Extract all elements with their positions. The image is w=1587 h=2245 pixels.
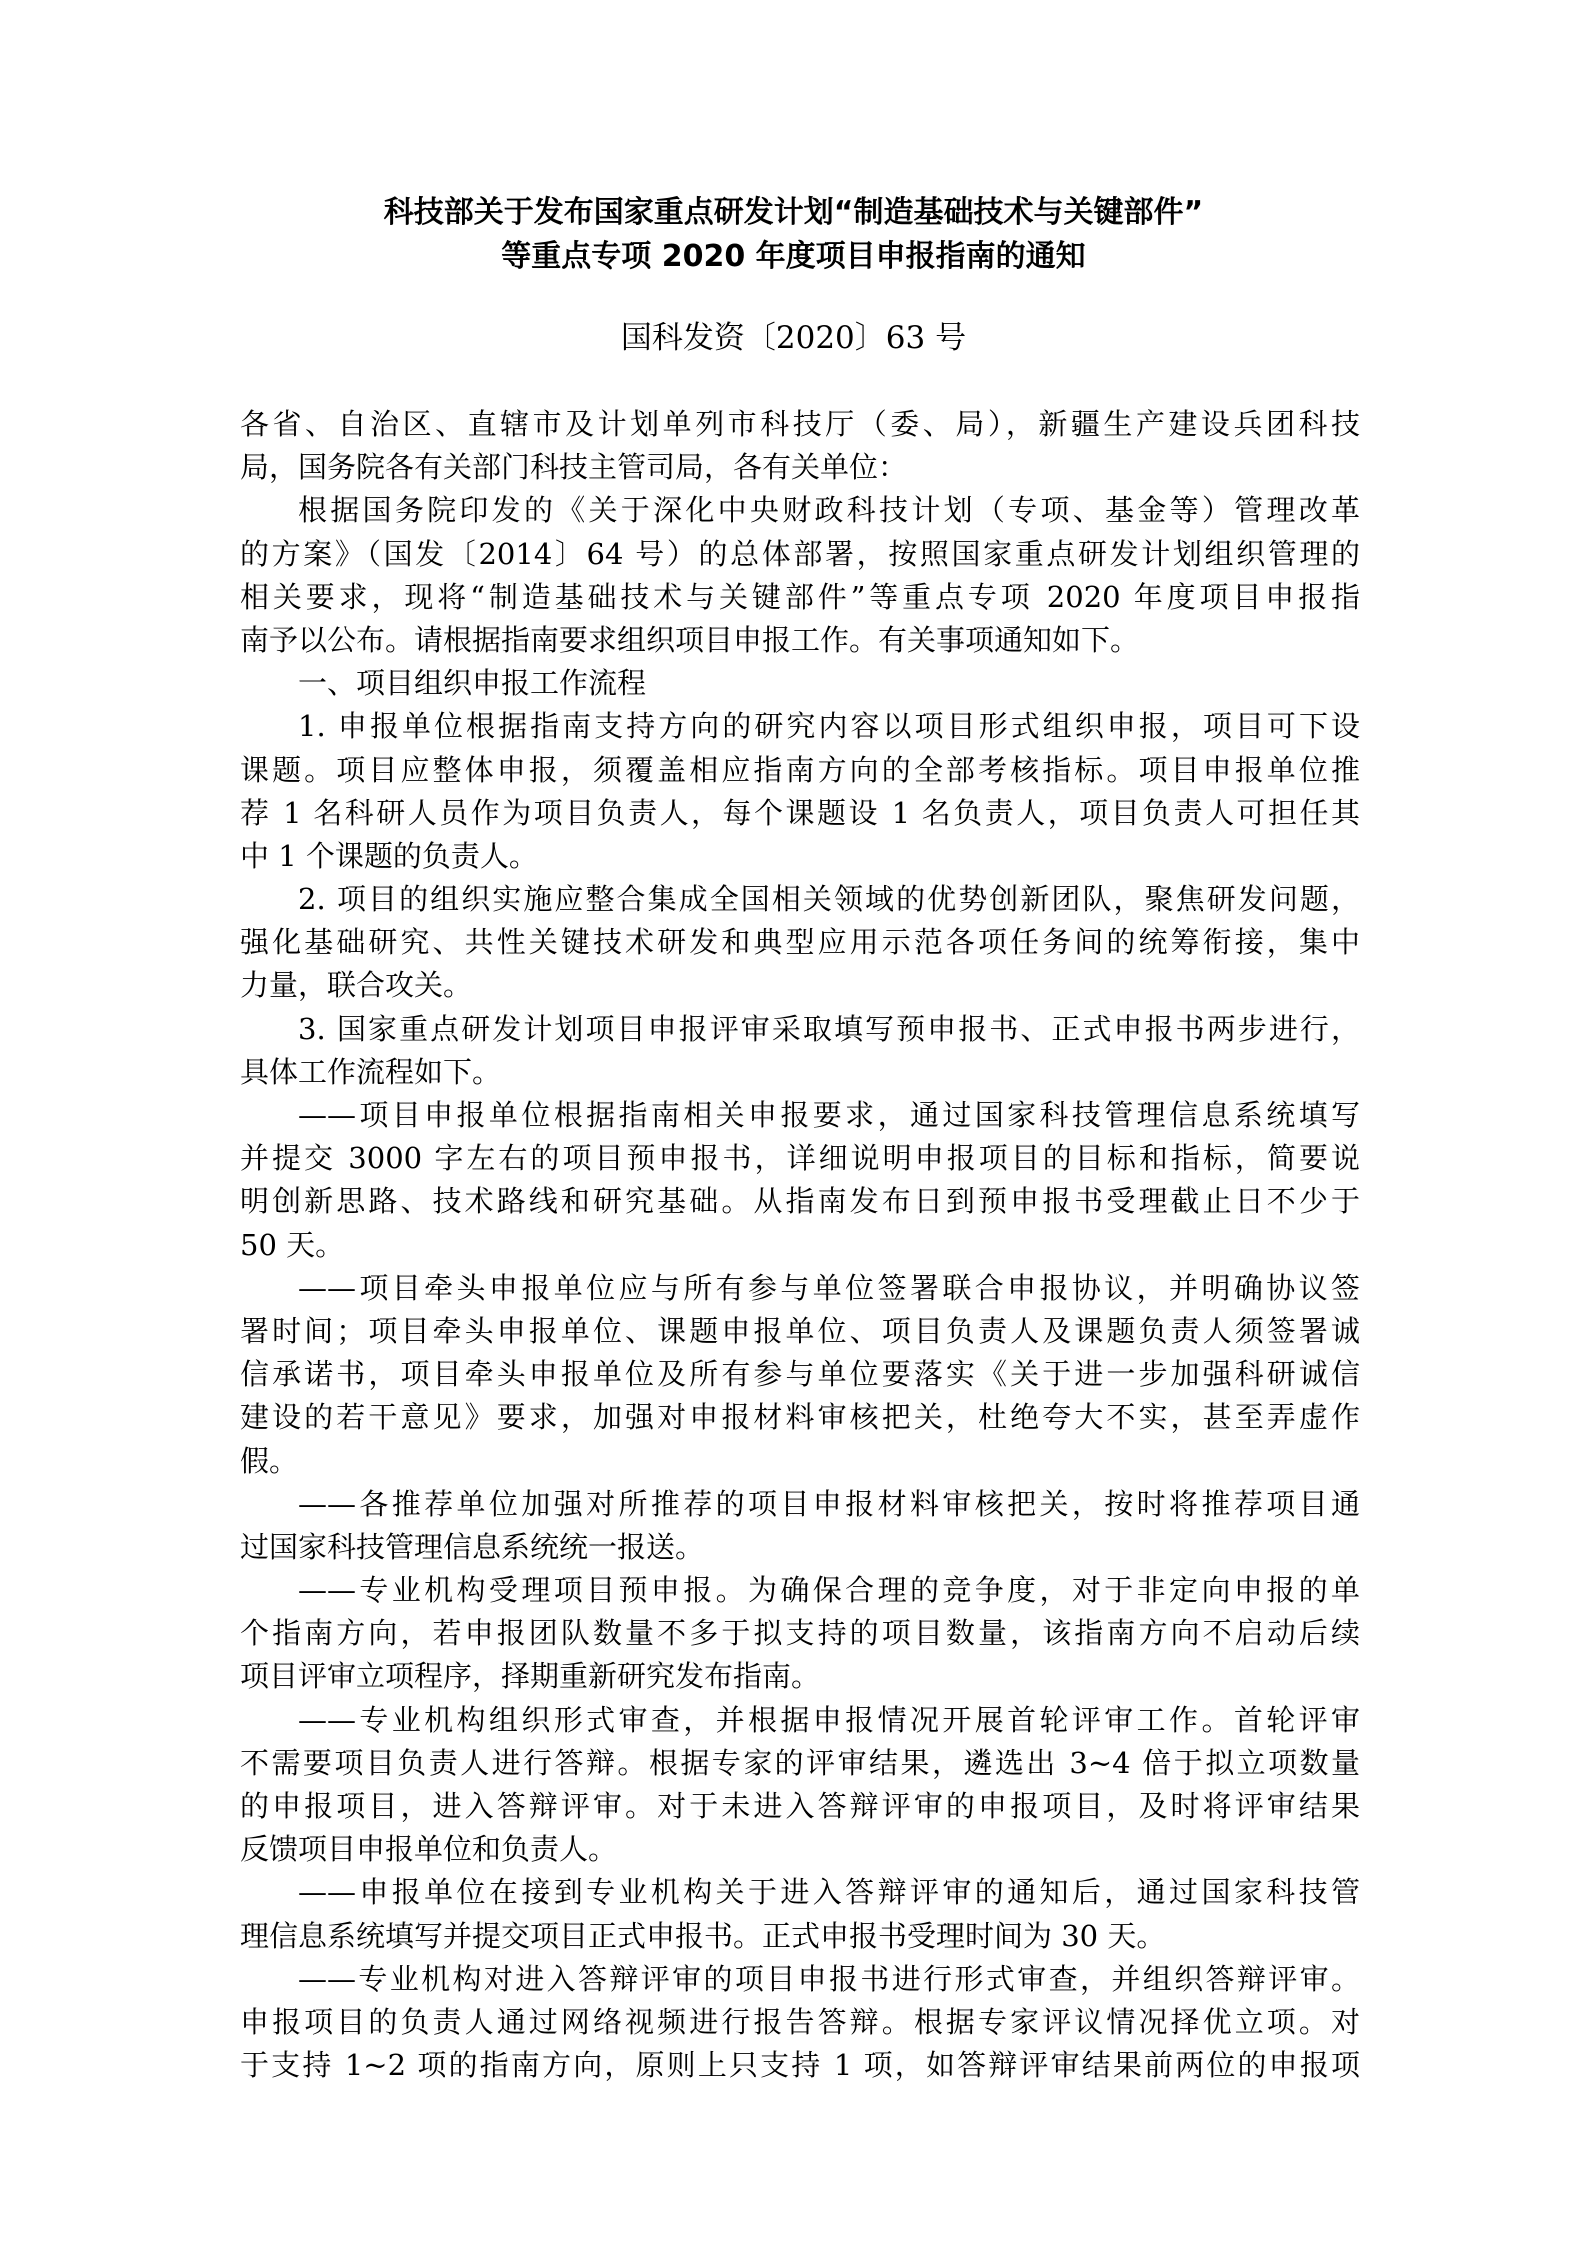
body-line: 根据国务院印发的《关于深化中央财政科技计划（专项、基金等）管理改革 [298, 493, 1360, 528]
body-line: 理信息系统填写并提交项目正式申报书。正式申报书受理时间为 30 天。 [240, 1918, 1166, 1953]
document-title-line-2: 等重点专项 2020 年度项目申报指南的通知 [501, 239, 1086, 274]
body-line: 信承诺书，项目牵头申报单位及所有参与单位要落实《关于进一步加强科研诚信 [240, 1357, 1360, 1392]
body-line: 荐 1 名科研人员作为项目负责人，每个课题设 1 名负责人，项目负责人可担任其 [240, 795, 1360, 830]
body-line: 建设的若干意见》要求，加强对申报材料审核把关，杜绝夸大不实，甚至弄虚作 [240, 1400, 1360, 1435]
body-line: 50 天。 [240, 1227, 345, 1262]
body-line: ——各推荐单位加强对所推荐的项目申报材料审核把关，按时将推荐项目通 [298, 1486, 1360, 1521]
body-line: ——项目申报单位根据指南相关申报要求，通过国家科技管理信息系统填写 [298, 1098, 1360, 1132]
document-number: 国科发资〔2020〕63 号 [620, 320, 967, 356]
body-line: 个指南方向，若申报团队数量不多于拟支持的项目数量，该指南方向不启动后续 [240, 1616, 1360, 1651]
body-line: ——项目牵头申报单位应与所有参与单位签署联合申报协议，并明确协议签 [298, 1270, 1360, 1305]
body-line: ——专业机构组织形式审查，并根据申报情况开展首轮评审工作。首轮评审 [298, 1702, 1360, 1737]
body-line: 1. 申报单位根据指南支持方向的研究内容以项目形式组织申报，项目可下设 [298, 709, 1360, 744]
body-line: 中 1 个课题的负责人。 [240, 838, 538, 873]
body-line: 相关要求，现将“制造基础技术与关键部件”等重点专项 2020 年度项目申报指 [240, 579, 1360, 614]
body-line: 过国家科技管理信息系统统一报送。 [240, 1529, 705, 1564]
body-line: 明创新思路、技术路线和研究基础。从指南发布日到预申报书受理截止日不少于 [240, 1184, 1360, 1219]
body-line: 各省、自治区、直辖市及计划单列市科技厅（委、局），新疆生产建设兵团科技 [240, 407, 1360, 441]
body-line: 局，国务院各有关部门科技主管司局，各有关单位： [240, 450, 908, 485]
body-line: 具体工作流程如下。 [240, 1054, 502, 1089]
body-line: 反馈项目申报单位和负责人。 [240, 1832, 618, 1867]
body-line: 3. 国家重点研发计划项目申报评审采取填写预申报书、正式申报书两步进行， [298, 1011, 1360, 1046]
body-line: 申报项目的负责人通过网络视频进行报告答辩。根据专家评议情况择优立项。对 [240, 2004, 1360, 2039]
body-line: 于支持 1~2 项的指南方向，原则上只支持 1 项，如答辩评审结果前两位的申报项 [240, 2048, 1360, 2083]
body-line: 不需要项目负责人进行答辩。根据专家的评审结果，遴选出 3~4 倍于拟立项数量 [240, 1745, 1360, 1780]
body-line: 并提交 3000 字左右的项目预申报书，详细说明申报项目的目标和指标，简要说 [240, 1141, 1360, 1176]
document-title-line-1: 科技部关于发布国家重点研发计划“制造基础技术与关键部件” [383, 195, 1204, 230]
body-line: ——专业机构对进入答辩评审的项目申报书进行形式审查，并组织答辩评审。 [298, 1961, 1360, 1996]
body-line: ——专业机构受理项目预申报。为确保合理的竞争度，对于非定向申报的单 [298, 1573, 1360, 1608]
body-line: 2. 项目的组织实施应整合集成全国相关领域的优势创新团队，聚焦研发问题， [298, 882, 1360, 917]
body-line: 力量，联合攻关。 [240, 968, 473, 1003]
body-line: 项目评审立项程序，择期重新研究发布指南。 [240, 1659, 821, 1694]
section-heading: 一、项目组织申报工作流程 [298, 666, 647, 701]
body-line: 假。 [240, 1443, 299, 1478]
body-line: 的方案》（国发〔2014〕64 号）的总体部署，按照国家重点研发计划组织管理的 [240, 536, 1360, 571]
body-line: 署时间；项目牵头申报单位、课题申报单位、项目负责人及课题负责人须签署诚 [240, 1313, 1360, 1348]
document-body [240, 403, 1360, 2087]
body-line: 南予以公布。请根据指南要求组织项目申报工作。有关事项通知如下。 [240, 622, 1140, 657]
body-line: 课题。项目应整体申报，须覆盖相应指南方向的全部考核指标。项目申报单位推 [240, 752, 1360, 787]
body-line: 的申报项目，进入答辩评审。对于未进入答辩评审的申报项目，及时将评审结果 [240, 1789, 1360, 1823]
body-line: ——申报单位在接到专业机构关于进入答辩评审的通知后，通过国家科技管 [298, 1875, 1360, 1910]
body-line: 强化基础研究、共性关键技术研发和典型应用示范各项任务间的统筹衔接，集中 [240, 925, 1360, 960]
